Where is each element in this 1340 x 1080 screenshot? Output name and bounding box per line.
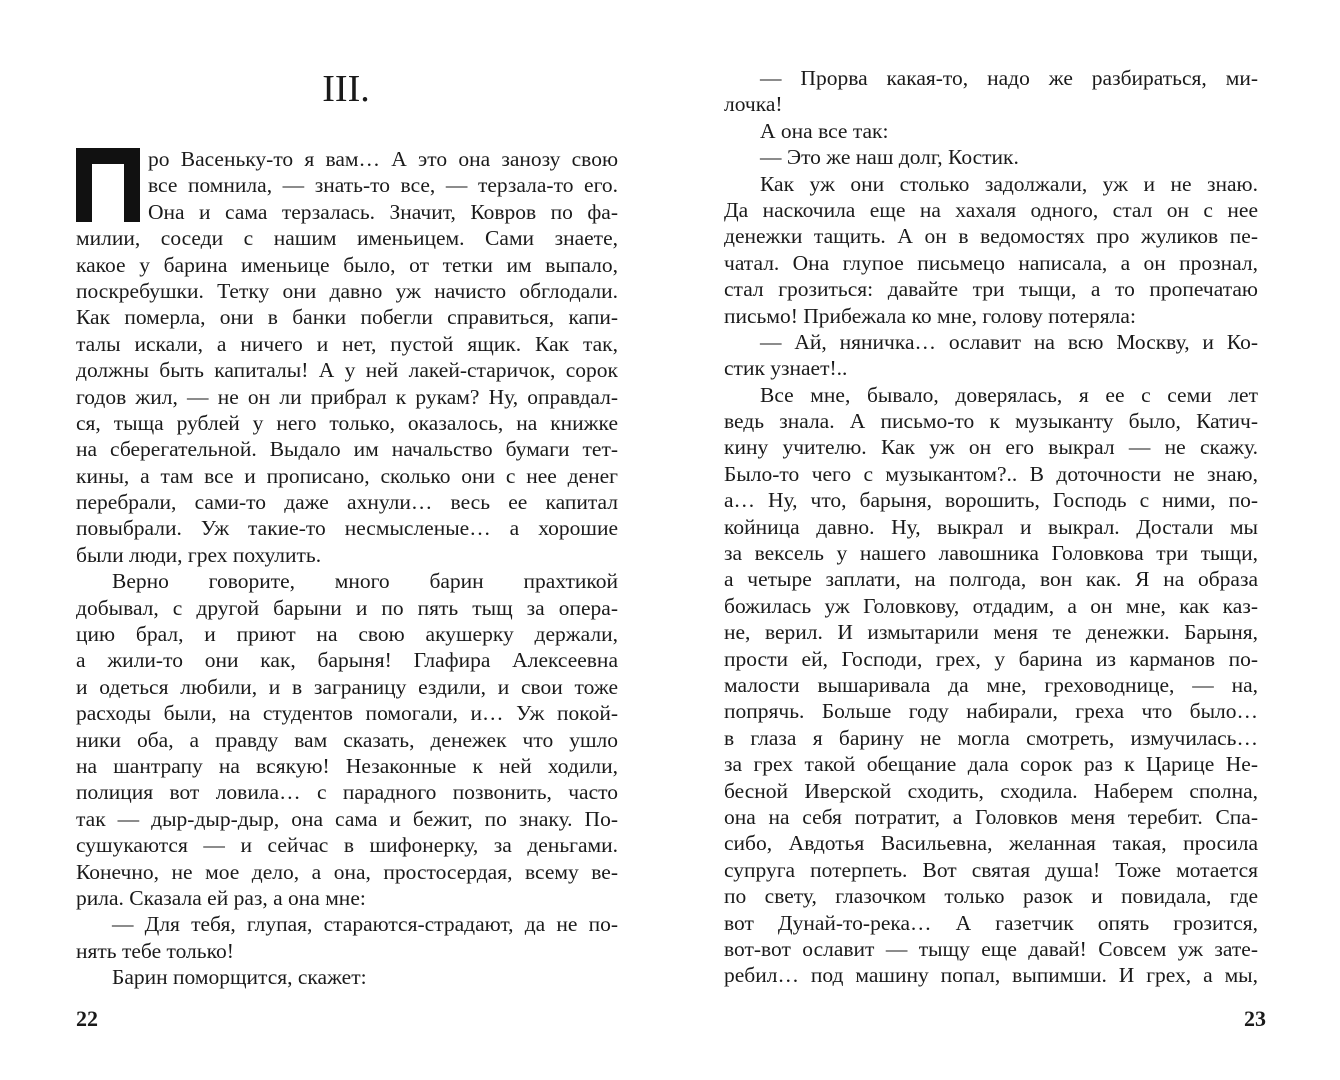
text-line: Барин поморщится, скажет:: [112, 965, 367, 990]
text-line: талы искали, а ничего и нет, пустой ящик. Как так,: [76, 331, 618, 356]
text-line: Все мне, бывало, доверялась, я ее с семи лет: [760, 382, 1258, 407]
page-number: 22: [76, 1006, 98, 1031]
text-line: — Для тебя, глупая, стараются-страдают, да не по-: [112, 912, 618, 937]
text-line: Верно говорите, много барин прахтикой: [112, 569, 618, 594]
text-line: — Прорва какая-то, надо же разбираться, ми-: [760, 66, 1258, 90]
text-line: попрячь. Больше году набирали, греха что было…: [724, 699, 1258, 724]
text-line: письмо! Прибежала ко мне, голову потеряла:: [724, 303, 1136, 328]
text-line: на сберегательной. Выдало им начальство бумаги тет-: [76, 437, 618, 462]
text-line: сибо, Авдотья Васильевна, желанная такая, просила: [724, 831, 1258, 856]
text-line: нять тебе только!: [76, 938, 234, 963]
text-line: не, верил. И измытарили меня те денежки. Барыня,: [724, 620, 1258, 645]
right-page-text: [724, 65, 1258, 989]
text-line: должны быть капиталы! А у ней лакей-старичок, сорок: [76, 358, 618, 383]
text-line: полиция вот ловила… с парадного позвонить, часто: [76, 780, 618, 805]
text-line: ро Васеньку-то я вам… А это она занозу свою: [148, 147, 618, 171]
text-line: — Ай, няничка… ославит на всю Москву, и Ко-: [760, 329, 1258, 354]
text-line: Как померла, они в банки побегли справиться, капи-: [76, 305, 618, 330]
text-line: малости вышаривала да мне, греховоднице, — на,: [724, 672, 1258, 697]
text-line: за грех такой обещание дала сорок раз к Царице Не-: [724, 752, 1258, 777]
text-line: кины, а там все и прописано, сколько они с нее денег: [76, 463, 618, 488]
text-line: чатал. Она глупое письмецо написала, а он прознал,: [724, 250, 1258, 275]
text-line: были люди, грех похулить.: [76, 542, 322, 567]
chapter-heading: III.: [322, 68, 370, 110]
text-line: по свету, глазочком только разок и повидала, где: [724, 884, 1258, 909]
left-page-text: [76, 146, 618, 991]
text-line: она на себя потратит, а Головков меня теребит. Спа-: [724, 804, 1258, 829]
text-line: койница давно. Ну, выкрал и выкрал. Достали мы: [724, 514, 1258, 539]
text-line: А она все так:: [760, 118, 889, 143]
text-line: ребил… под машину попал, выпимши. И грех, а мы,: [724, 963, 1258, 988]
text-line: супруга потерпеть. Вот святая душа! Тоже мотается: [724, 857, 1258, 882]
text-line: какое у барина именьице было, от тетки им выпало,: [76, 252, 618, 277]
text-line: Конечно, не мое дело, а она, простосердая, всему ве-: [76, 859, 618, 884]
text-line: — Это же наш долг, Костик.: [760, 145, 1019, 170]
text-line: и одеться любили, и в заграницу ездили, и свои тоже: [76, 674, 618, 699]
dropcap-letter: [76, 148, 140, 222]
text-line: кину учителю. Как уж он его выкрал — не скажу.: [724, 435, 1258, 460]
text-line: годов жил, — не он ли прибрал к рукам? Ну, оправдал-: [76, 384, 618, 409]
text-line: цию брал, и приют на свою акушерку держали,: [76, 622, 618, 647]
text-line: а четыре заплати, на полгода, вон как. Я на образа: [724, 567, 1258, 592]
right-page: [670, 0, 1340, 1080]
text-line: вот-вот ославит — тыщу еще давай! Совсем уж зате-: [724, 936, 1258, 961]
text-line: стик узнает!..: [724, 356, 848, 381]
text-line: все помнила, — знать-то все, — терзала-то его.: [148, 173, 618, 198]
text-line: добывал, с другой барыни и по пять тыщ за опера-: [76, 595, 618, 620]
text-line: Да наскочила еще на хахаля одного, стал он с нее: [724, 197, 1258, 222]
text-line: а жили-то они как, барыня! Глафира Алексеевна: [76, 648, 618, 673]
text-line: на шантрапу на всякую! Незаконные к ней ходили,: [76, 753, 618, 778]
text-line: в глаза я барину не могла смотреть, измучилась…: [724, 725, 1258, 750]
text-line: ники оба, а правду вам сказать, денежек что ушло: [76, 727, 618, 752]
text-line: Было-то чего с музыкантом?.. В доточности не знаю,: [724, 461, 1258, 486]
text-line: милии, соседи с нашим именьицем. Сами знаете,: [76, 226, 618, 251]
text-line: божилась уж Головкову, отдадим, а он мне, как каз-: [724, 593, 1258, 618]
text-line: бесной Иверской сходить, сходила. Наберем сполна,: [724, 778, 1258, 803]
text-line: поскребушки. Тетку они давно уж начисто обглодали.: [76, 278, 618, 303]
text-line: вот Дунай-то-река… А газетчик опять грозится,: [724, 910, 1258, 935]
text-line: ведь знала. А письмо-то к музыканту было, Катич-: [724, 409, 1258, 434]
text-line: лочка!: [724, 92, 783, 117]
text-line: расходы были, на студентов помогали, и… Уж покой-: [76, 701, 618, 726]
text-line: за вексель у нашего лавошника Головкова три тыщи,: [724, 541, 1258, 566]
text-line: сушукаются — и сейчас в шифонерку, за деньгами.: [76, 833, 618, 858]
text-line: перебрали, сами-то даже ахнули… весь ее капитал: [76, 490, 618, 515]
text-line: ся, тыща рублей у него только, оказалось, на книжке: [76, 410, 618, 435]
text-line: Как уж они столько задолжали, уж и не знаю.: [760, 171, 1258, 196]
text-line: повыбрали. Уж такие-то несмысленые… а хорошие: [76, 516, 618, 541]
text-line: так — дыр-дыр-дыр, она сама и бежит, по знаку. По-: [76, 806, 618, 831]
text-line: Она и сама терзалась. Значит, Ковров по фа-: [148, 199, 618, 224]
page-number: 23: [1244, 1006, 1266, 1031]
text-line: денежки тащить. А он в ведомостях про жуликов пе-: [724, 224, 1258, 249]
text-line: рила. Сказала ей раз, а она мне:: [76, 885, 366, 910]
text-line: прости ей, Господи, грех, у барина из карманов по-: [724, 646, 1258, 671]
text-line: а… Ну, что, барыня, ворошить, Господь с ними, по-: [724, 488, 1258, 513]
text-line: стал грозиться: давайте три тыщи, а то пропечатаю: [724, 277, 1258, 302]
